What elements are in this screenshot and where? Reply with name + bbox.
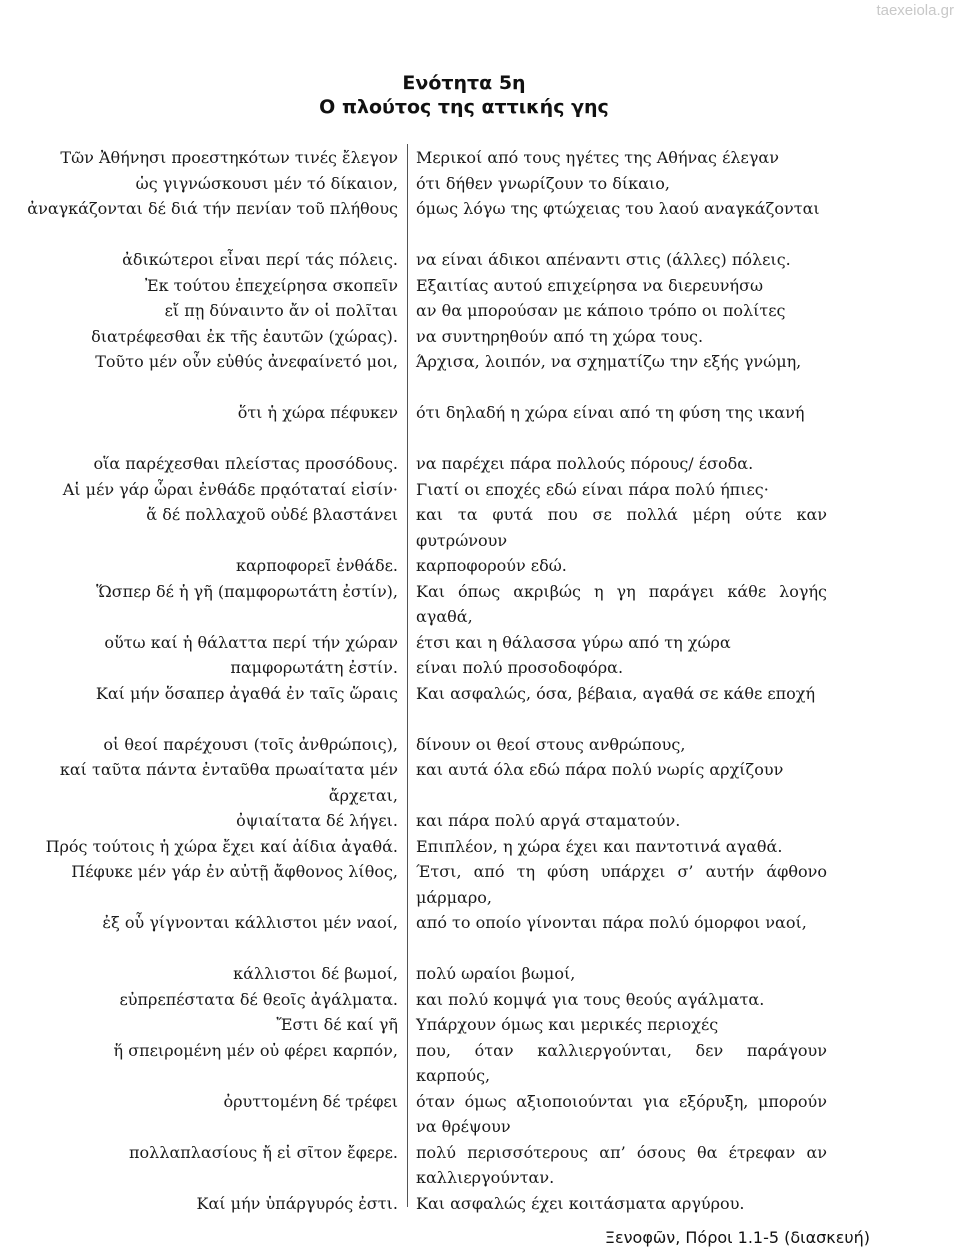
text-row: [0, 501, 960, 552]
text-row: [0, 272, 960, 298]
ancient-text: οἵα παρέχεσθαι πλείστας προσόδους.: [93, 454, 398, 473]
ancient-text: ἥ σπειρομένη μέν οὐ φέρει καρπόν,: [113, 1040, 398, 1060]
source-citation: Ξενοφῶν, Πόροι 1.1-5 (διασκευή): [604, 1228, 870, 1247]
modern-text: πολύ ωραίοι βωμοί,: [416, 964, 576, 983]
text-row: [0, 833, 960, 859]
modern-text: που, όταν καλλιεργούνται, δεν παράγουν καρπούς,: [416, 1040, 827, 1085]
text-row: [0, 144, 960, 170]
ancient-text: Ἔστι δέ καί γῆ: [276, 1015, 398, 1034]
modern-text: και πολύ κομψά για τους θεούς αγάλματα.: [416, 989, 765, 1009]
text-row: [0, 960, 960, 986]
text-row: [0, 476, 960, 502]
ancient-text: κάλλιστοι δέ βωμοί,: [233, 964, 398, 983]
ancient-text: ἄρχεται,: [328, 785, 398, 805]
ancient-text: ὅτι ἡ χώρα πέφυκεν: [237, 403, 398, 422]
ancient-text: καρποφορεῖ ἐνθάδε.: [235, 556, 398, 575]
text-row: [0, 246, 960, 272]
text-row: [0, 909, 960, 960]
text-row: [0, 654, 960, 680]
text-row: [0, 731, 960, 757]
ancient-text: οἱ θεοί παρέχουσι (τοῖς ἀνθρώποις),: [103, 734, 398, 754]
modern-text: Επιπλέον, η χώρα έχει και παντοτινά αγαθά.: [416, 836, 783, 856]
text-row: [0, 986, 960, 1012]
ancient-text: παμφορωτάτη ἐστίν.: [230, 658, 398, 677]
text-row: [0, 782, 960, 808]
modern-text: ότι δήθεν γνωρίζουν το δίκαιο,: [416, 173, 670, 193]
modern-text: και τα φυτά που σε πολλά μέρη ούτε καν φυτρώνουν: [416, 505, 827, 550]
ancient-text: Πρός τούτοις ἡ χώρα ἔχει καί ἀίδια ἀγαθά.: [45, 836, 398, 856]
text-row: [0, 323, 960, 349]
modern-text: και αυτά όλα εδώ πάρα πολύ νωρίς αρχίζουν: [416, 760, 784, 779]
ancient-text: ἅ δέ πολλαχοῦ οὐδέ βλαστάνει: [146, 505, 398, 524]
ancient-text: Ὥσπερ δέ ἡ γῆ (παμφορωτάτη ἐστίν),: [96, 581, 398, 601]
ancient-text: ὀρυττομένη δέ τρέφει: [223, 1091, 398, 1111]
unit-subtitle: Ο πλούτος της αττικής γης: [319, 96, 609, 118]
text-row: [0, 1011, 960, 1037]
ancient-text: ὡς γιγνώσκουσι μέν τό δίκαιον,: [135, 173, 398, 193]
ancient-text: διατρέφεσθαι ἐκ τῆς ἑαυτῶν (χώρας).: [91, 326, 398, 346]
modern-text: να συντηρηθούν από τη χώρα τους.: [416, 326, 704, 346]
unit-title: Ενότητα 5η: [402, 72, 526, 94]
ancient-text: ὀψιαίτατα δέ λήγει.: [236, 811, 398, 830]
ancient-text: Καί μήν ὅσαπερ ἀγαθά ἐν ταῖς ὥραις: [95, 683, 398, 703]
text-row: [0, 1088, 960, 1139]
modern-text: να είναι άδικοι απέναντι στις (άλλες) πόλεις.: [416, 250, 791, 269]
modern-text: Και ασφαλώς έχει κοιτάσματα αργύρου.: [416, 1193, 745, 1213]
modern-text: Άρχισα, λοιπόν, να σχηματίζω την εξής γνώμη,: [416, 352, 802, 371]
ancient-text: Ἐκ τούτου ἐπεχείρησα σκοπεῖν: [144, 275, 398, 295]
text-row: [0, 170, 960, 196]
text-row: [0, 1139, 960, 1190]
modern-text: Και ασφαλώς, όσα, βέβαια, αγαθά σε κάθε εποχή: [416, 683, 816, 703]
text-row: [0, 1037, 960, 1088]
text-row: [0, 1190, 960, 1216]
text-row: [0, 629, 960, 655]
modern-text: από το οποίο γίνονται πάρα πολύ όμορφοι ναοί,: [416, 913, 807, 932]
modern-text: αν θα μπορούσαν με κάποιο τρόπο οι πολίτες: [416, 301, 786, 320]
modern-text: είναι πολύ προσοδοφόρα.: [416, 658, 624, 677]
ancient-text: ἀναγκάζονται δέ διά τήν πενίαν τοῦ πλήθους: [27, 199, 398, 218]
modern-text: όμως λόγω της φτώχειας του λαού αναγκάζονται: [416, 199, 820, 218]
text-row: [0, 578, 960, 629]
text-row: [0, 858, 960, 909]
modern-text: Μερικοί από τους ηγέτες της Αθήνας έλεγαν: [416, 148, 779, 167]
text-row: [0, 348, 960, 399]
modern-text: Έτσι, από τη φύση υπάρχει σ’ αυτήν άφθονο μάρμαρο,: [416, 862, 827, 907]
modern-text: Εξαιτίας αυτού επιχείρησα να διερευνήσω: [416, 275, 764, 295]
text-row: [0, 807, 960, 833]
text-row: [0, 680, 960, 731]
text-row: [0, 552, 960, 578]
modern-text: έτσι και η θάλασσα γύρω από τη χώρα: [416, 632, 731, 652]
text-row: [0, 399, 960, 450]
modern-text: πολύ περισσότερους απ’ όσους θα έτρεφαν αν καλλιεργούνταν.: [416, 1142, 827, 1187]
ancient-text: πολλαπλασίους ἤ εἰ σῖτον ἔφερε.: [129, 1142, 398, 1162]
ancient-text: Αἱ μέν γάρ ὧραι ἐνθάδε πρᾳόταταί εἰσίν·: [62, 479, 398, 499]
translation-table: [0, 144, 960, 1215]
ancient-text: ἐξ οὗ γίγνονται κάλλιστοι μέν ναοί,: [102, 913, 398, 932]
ancient-text: καί ταῦτα πάντα ἐνταῦθα πρωαίτατα μέν: [59, 760, 398, 779]
text-row: [0, 756, 960, 782]
modern-text: Υπάρχουν όμως και μερικές περιοχές: [416, 1015, 719, 1034]
modern-text: όταν όμως αξιοποιούνται για εξόρυξη, μπορούν να θρέψουν: [416, 1091, 827, 1136]
ancient-text: Καί μήν ὑπάργυρός ἐστι.: [196, 1193, 398, 1213]
text-row: [0, 195, 960, 246]
modern-text: ότι δηλαδή η χώρα είναι από τη φύση της ικανή: [416, 403, 805, 422]
text-row: [0, 297, 960, 323]
modern-text: Και όπως ακριβώς η γη παράγει κάθε λογής αγαθά,: [416, 581, 827, 626]
modern-text: δίνουν οι θεοί στους ανθρώπους,: [416, 734, 686, 754]
ancient-text: Τοῦτο μέν οὖν εὐθύς ἀνεφαίνετό μοι,: [95, 352, 398, 371]
ancient-text: εὐπρεπέστατα δέ θεοῖς ἀγάλματα.: [119, 989, 398, 1009]
ancient-text: εἴ πῃ δύναιντο ἄν οἱ πολῖται: [164, 301, 398, 320]
modern-text: και πάρα πολύ αργά σταματούν.: [416, 811, 681, 830]
modern-text: να παρέχει πάρα πολλούς πόρους/ έσοδα.: [416, 454, 754, 473]
ancient-text: Τῶν Ἀθήνησι προεστηκότων τινές ἔλεγον: [60, 148, 398, 167]
modern-text: καρποφορούν εδώ.: [416, 556, 567, 575]
ancient-text: οὕτω καί ἡ θάλαττα περί τήν χώραν: [104, 632, 398, 652]
ancient-text: Πέφυκε μέν γάρ ἐν αὐτῇ ἄφθονος λίθος,: [71, 862, 398, 881]
modern-text: Γιατί οι εποχές εδώ είναι πάρα πολύ ήπιες·: [416, 479, 769, 499]
text-row: [0, 450, 960, 476]
site-watermark: taexeiola.gr: [876, 2, 954, 19]
ancient-text: ἀδικώτεροι εἶναι περί τάς πόλεις.: [122, 250, 398, 269]
